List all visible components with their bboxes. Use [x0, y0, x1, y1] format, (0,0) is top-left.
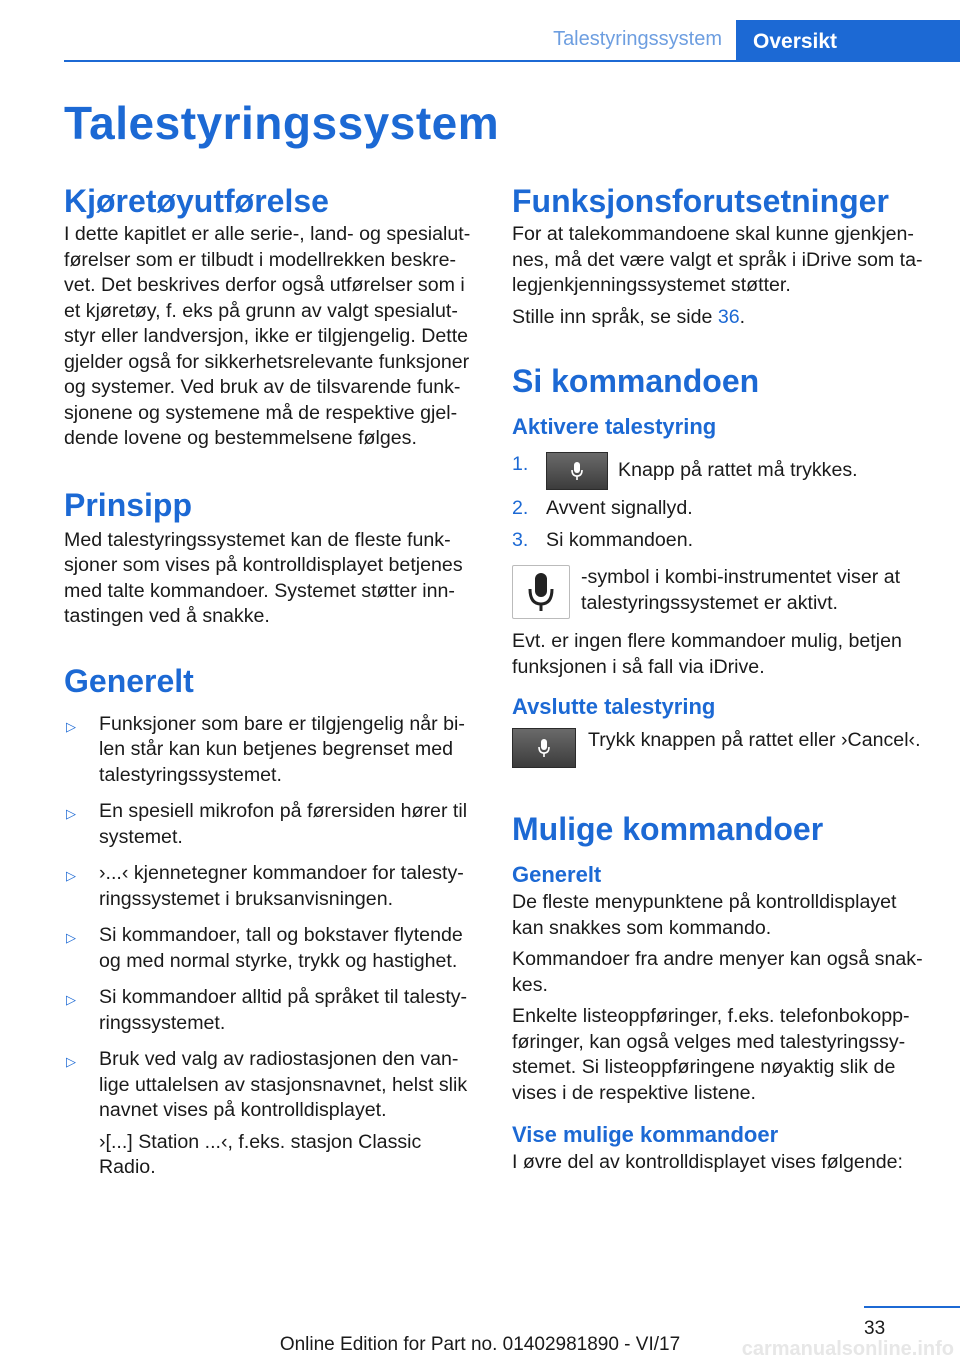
header-rule: [64, 60, 960, 62]
triangle-bullet-icon: ▷: [66, 868, 76, 883]
watermark: carmanualsonline.info: [741, 1338, 954, 1360]
activate-steps: [512, 452, 928, 553]
end-text: Trykk knappen på rattet eller ›Cancel‹.: [588, 729, 921, 751]
principle-text: Med talestyringssystemet kan de fleste funk-sjoner som vises på kontrolldisplayet betjenes med talte kommandoer. Systemet støtter inn-tastingen ved å snakke.: [64, 528, 463, 627]
idrive-note: Evt. er ingen flere kommandoer mulig, betjen funksjonen i så fall via iDrive.: [512, 630, 902, 678]
list-item: 2. Avvent signallyd.: [512, 497, 693, 519]
general-heading: Generelt: [64, 662, 194, 699]
activate-heading: Aktivere talestyring: [512, 414, 717, 439]
list-item: 1. Knapp på rattet må trykkes.: [512, 452, 928, 490]
cancel-row: [512, 728, 928, 768]
triangle-bullet-icon: ▷: [66, 930, 76, 945]
list-item: ▷ Bruk ved valg av radiostasjonen den van-lige uttalelsen av stasjonsnavnet, helst slik navnet vises på kontrolldisplayet.: [66, 1048, 468, 1121]
list-item: ▷ ›...‹ kjennetegner kommandoer for talesty-ringssystemet i bruksanvisningen.: [66, 862, 464, 910]
vehicle-text: I dette kapitlet er alle serie-, land- og spesialut-førelser som er tilbudt i modellrekken beskre-vet. Det beskrives derfor også utførelser som i et kjøretøy, f. eks på grunn av valgt spesialut-styr eller landversjon, ikke er tilgjengelig. Dette gjelder også for sikkerhetsrelevante funksjoner og systemer. Ved bruk av de tilsvarende funk-sjonene og systemene må de respektive gjel-dende lovene og bestemmelsene følges.: [64, 223, 471, 449]
steering-wheel-voice-button-icon: [512, 728, 576, 768]
triangle-bullet-icon: ▷: [66, 992, 76, 1007]
voice-symbol-row: [512, 565, 928, 619]
page-title: Talestyringssystem: [64, 97, 500, 149]
possible-text-1: De fleste menypunktene på kontrolldisplayet kan snakkes som kommando.: [512, 891, 897, 939]
page-link[interactable]: 36: [717, 305, 740, 328]
station-example: ›[...] Station ...‹, f.eks. stasjon Classic Radio.: [99, 1130, 422, 1178]
language-reference: Stille inn språk, se side 36.: [512, 305, 746, 328]
general-list: [64, 712, 478, 1124]
header-tab: Oversikt: [736, 20, 960, 62]
microphone-icon: [512, 565, 570, 619]
possible-text-2: Kommandoer fra andre menyer kan også snak-kes.: [512, 948, 923, 996]
vehicle-heading: Kjøretøyutførelse: [64, 183, 329, 219]
show-commands-text: I øvre del av kontrolldisplayet vises følgende:: [512, 1151, 903, 1173]
possible-text-3: Enkelte listeoppføringer, f.eks. telefonbokopp-føringer, kan også velges med talestyringssy-stemet. Si listeoppføringene nøyaktig slik de vises i de respektive listene.: [512, 1005, 910, 1104]
end-heading: Avslutte talestyring: [512, 694, 716, 719]
left-column: [64, 180, 478, 1187]
principle-heading: Prinsipp: [64, 486, 193, 523]
voice-symbol-text: -symbol i kombi-instrumentet viser at talestyringssystemet er aktivt.: [581, 566, 901, 614]
steering-wheel-voice-button-icon: [546, 452, 608, 490]
list-item: ▷ Si kommandoer alltid på språket til talesty-ringssystemet.: [66, 986, 468, 1034]
list-item: 3. Si kommandoen.: [512, 528, 694, 551]
possible-heading: Mulige kommandoer: [512, 811, 824, 847]
prereq-text: For at talekommandoene skal kunne gjenkjen-nes, må det være valgt et språk i iDrive som ta-legjenkjenningssystemet støtter.: [512, 223, 923, 296]
header-section-label: Talestyringssystem: [553, 28, 722, 50]
prereq-heading: Funksjonsforutsetninger: [512, 183, 889, 219]
triangle-bullet-icon: ▷: [66, 806, 76, 821]
footer-rule: [864, 1306, 960, 1308]
triangle-bullet-icon: ▷: [66, 718, 76, 734]
right-column: [512, 180, 928, 1182]
list-item: ▷ En spesiell mikrofon på førersiden hører til systemet.: [66, 800, 468, 848]
triangle-bullet-icon: ▷: [66, 1054, 76, 1069]
footer-edition: Online Edition for Part no. 01402981890 - VI/17: [279, 1334, 681, 1355]
possible-general-heading: Generelt: [512, 862, 602, 887]
page-number: 33: [864, 1318, 886, 1339]
say-heading: Si kommandoen: [512, 363, 760, 399]
list-item: ▷ Si kommandoer, tall og bokstaver flytende og med normal styrke, trykk og hastighet.: [66, 924, 463, 972]
list-item: ▷ Funksjoner som bare er tilgjengelig når bi-len står kan kun betjenes begrenset med talestyringssystemet.: [66, 712, 465, 786]
show-commands-heading: Vise mulige kommandoer: [512, 1122, 779, 1147]
